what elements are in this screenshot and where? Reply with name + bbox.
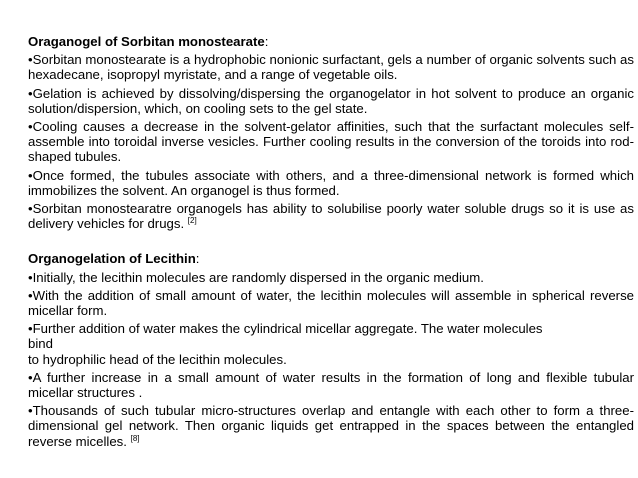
- heading-colon: :: [264, 34, 269, 49]
- bullet-lecithin-4: •A further increase in a small amount of water results in the formation of long and flexible tubular micellar structures .: [28, 369, 634, 401]
- heading-text: Organogelation of Lecithin: [28, 251, 196, 267]
- bullet-text: •Thousands of such tubular micro-structures overlap and entangle with each other to form a three-dimensional gel network. Then organic liquids get entrapped in the spaces between the entangled reverse micelles.: [28, 403, 634, 449]
- reference-marker: [8]: [130, 433, 140, 443]
- bullet-line: to hydrophilic head of the lecithin molecules.: [28, 351, 287, 367]
- bullet-line: bind: [28, 336, 53, 352]
- slide-content: [28, 34, 634, 452]
- bullet-sorbitan-3: •Cooling causes a decrease in the solvent-gelator affinities, such that the surfactant molecules self-assemble into toroidal inverse vesicles. Further cooling results in the conversion of the toroids into rod-shaped tubules.: [28, 119, 634, 165]
- bullet-lecithin-5: [28, 403, 634, 449]
- bullet-lecithin-3: [28, 321, 634, 367]
- section-heading-lecithin: [28, 251, 634, 266]
- bullet-sorbitan-1: •Sorbitan monostearate is a hydrophobic nonionic surfactant, gels a number of organic solvents such as hexadecane, isopropyl myristate, and a range of vegetable oils.: [28, 52, 634, 83]
- section-heading-sorbitan: [28, 34, 634, 49]
- section-spacer: [28, 234, 634, 251]
- bullet-sorbitan-5: [28, 201, 634, 231]
- bullet-lecithin-1: •Initially, the lecithin molecules are randomly dispersed in the organic medium.: [28, 269, 484, 285]
- bullet-line: •Further addition of water makes the cylindrical micellar aggregate. The water molecules: [28, 321, 543, 337]
- bullet-sorbitan-2: •Gelation is achieved by dissolving/dispersing the organogelator in hot solvent to produce an organic solution/dispersion, which, on cooling sets to the gel state.: [28, 85, 634, 116]
- reference-marker: [2]: [187, 216, 197, 226]
- heading-text: Oraganogel of Sorbitan monostearate: [28, 34, 265, 49]
- heading-colon: :: [195, 251, 200, 267]
- bullet-lecithin-2: •With the addition of small amount of water, the lecithin molecules will assemble in spherical reverse micellar form.: [28, 287, 634, 319]
- bullet-sorbitan-4: •Once formed, the tubules associate with others, and a three-dimensional network is formed which immobilizes the solvent. An organogel is thus formed.: [28, 167, 634, 198]
- bullet-text: •Sorbitan monostearatre organogels has ability to solubilise poorly water soluble drugs so it is use as delivery vehicles for drugs.: [28, 201, 634, 232]
